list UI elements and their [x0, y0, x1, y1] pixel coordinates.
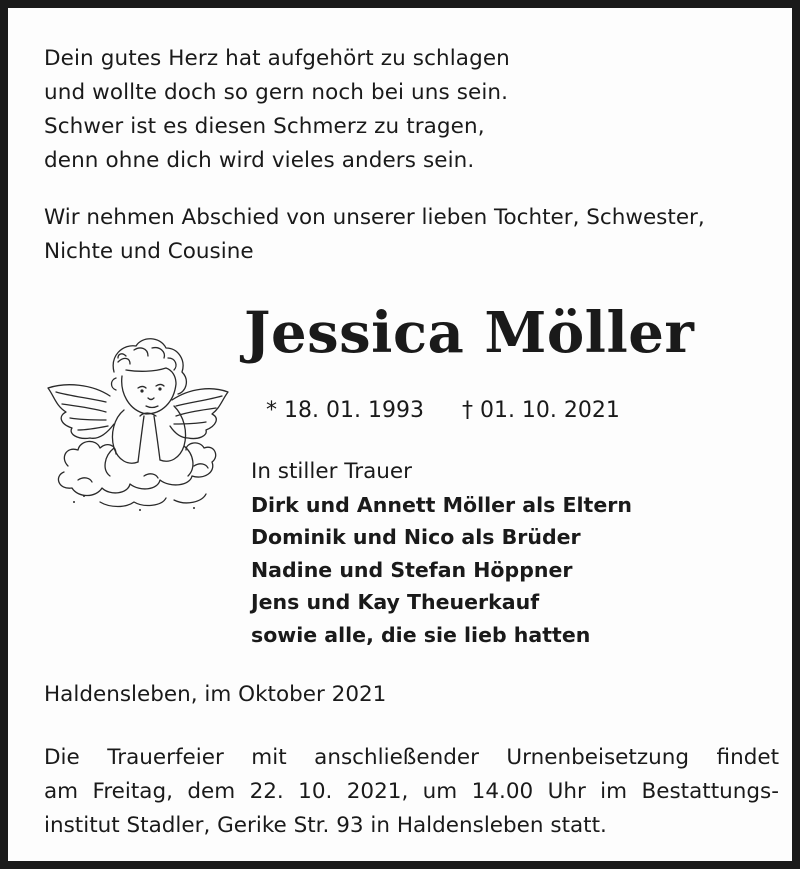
mourners: [251, 456, 632, 651]
poem-line: Dein gutes Herz hat aufgehört zu schlagen: [44, 46, 510, 71]
notice-line: Die Trauerfeier mit anschließender Urnenbeisetzung findet: [44, 745, 779, 770]
birth-date: * 18. 01. 1993: [266, 398, 424, 423]
notice-line: institut Stadler, Gerike Str. 93 in Haldensleben statt.: [44, 813, 607, 838]
life-dates: [266, 394, 620, 428]
mourner-line: Dominik und Nico als Brüder: [251, 525, 581, 549]
mourners-intro: In stiller Trauer: [251, 459, 412, 484]
mourner-line: Jens und Kay Theuerkauf: [251, 590, 540, 614]
farewell-text: [44, 201, 705, 269]
farewell-line: Wir nehmen Abschied von unserer lieben Tochter, Schwester,: [44, 205, 705, 230]
poem-line: Schwer ist es diesen Schmerz zu tragen,: [44, 114, 485, 139]
place-and-date: Haldensleben, im Oktober 2021: [44, 682, 387, 707]
mourner-line: sowie alle, die sie lieb hatten: [251, 622, 591, 647]
poem-line: und wollte doch so gern noch bei uns sein.: [44, 80, 509, 105]
funeral-notice: [44, 741, 779, 843]
mourner-line: Dirk und Annett Möller als Eltern: [251, 492, 632, 517]
death-date: † 01. 10. 2021: [461, 398, 620, 423]
poem-line: denn ohne dich wird vieles anders sein.: [44, 148, 475, 173]
angel-icon: [44, 326, 232, 512]
poem: [44, 42, 510, 178]
notice-line: am Freitag, dem 22. 10. 2021, um 14.00 Uhr im Bestattungs-: [44, 779, 779, 804]
deceased-name: Jessica Möller: [244, 300, 695, 366]
mourner-line: Nadine und Stefan Höppner: [251, 557, 573, 582]
farewell-line: Nichte und Cousine: [44, 239, 254, 264]
